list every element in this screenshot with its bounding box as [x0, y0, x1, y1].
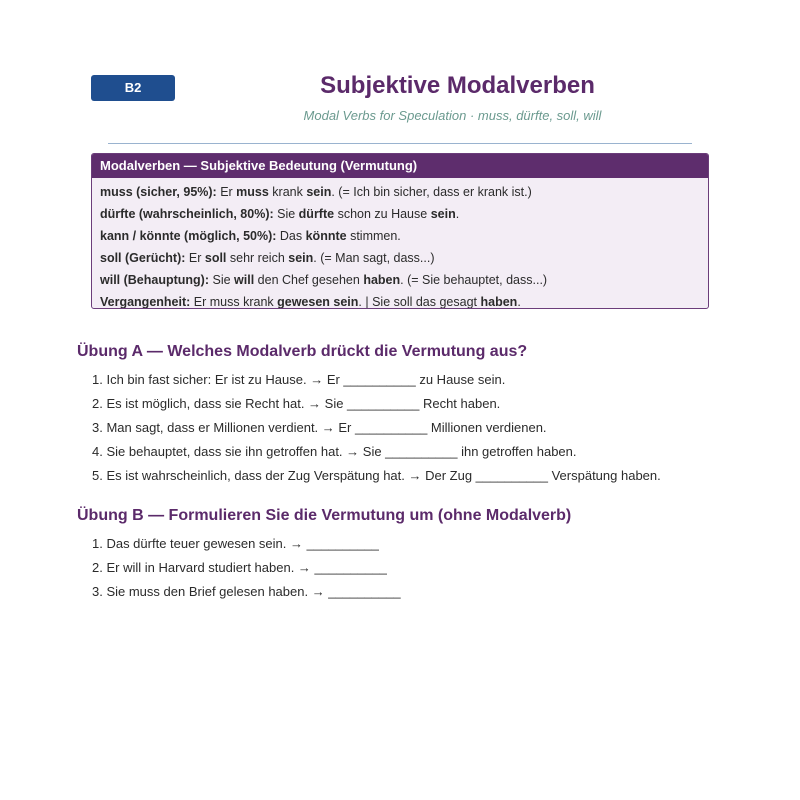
- rule-bold-text: gewesen sein: [277, 295, 359, 309]
- rules-box-body: [92, 178, 708, 309]
- rule-text: Er: [185, 251, 205, 265]
- rule-text: Er muss krank: [190, 295, 278, 309]
- rule-text: Sie: [273, 207, 299, 221]
- level-badge: B2: [91, 75, 175, 101]
- rule-text: Sie: [209, 273, 235, 287]
- rule-text: krank: [268, 185, 307, 199]
- rule-row: [100, 181, 700, 203]
- rule-bold-text: könnte: [305, 229, 347, 243]
- rule-text: schon zu Hause: [334, 207, 431, 221]
- rule-row: [100, 269, 700, 291]
- rules-box: [91, 153, 709, 309]
- page-title: Subjektive Modalverben: [320, 72, 595, 99]
- rule-bold-text: sein: [288, 251, 314, 265]
- exercise-a-title: Übung A — Welches Modalverb drückt die Vermutung aus?: [77, 343, 528, 360]
- rule-text: stimmen.: [346, 229, 401, 243]
- rule-text: Das: [276, 229, 306, 243]
- rule-text: sehr reich: [226, 251, 289, 265]
- rule-row: [100, 203, 700, 225]
- rule-row: [100, 291, 700, 309]
- rule-text: .: [517, 295, 521, 309]
- rule-bold-text: Vergangenheit:: [100, 295, 191, 309]
- rule-bold-text: soll: [204, 251, 227, 265]
- exercise-item: 5. Es ist wahrscheinlich, dass der Zug Verspätung hat. → Der Zug __________ Verspätung haben.: [92, 468, 661, 483]
- rules-box-title: Modalverben — Subjektive Bedeutung (Vermutung): [92, 154, 708, 178]
- exercise-item: 4. Sie behauptet, dass sie ihn getroffen hat. → Sie __________ ihn getroffen haben.: [92, 444, 577, 459]
- rule-bold-text: will: [234, 273, 255, 287]
- exercise-a-list: [92, 368, 661, 488]
- rule-bold-text: soll (Gerücht):: [100, 251, 186, 265]
- exercise-item: 2. Er will in Harvard studiert haben. → __________: [92, 560, 387, 575]
- rule-bold-text: dürfte (wahrscheinlich, 80%):: [100, 207, 274, 221]
- rule-text: . (= Sie behauptet, dass...): [400, 273, 548, 287]
- exercise-item: 1. Ich bin fast sicher: Er ist zu Hause. → Er __________ zu Hause sein.: [92, 372, 506, 387]
- rule-bold-text: dürfte: [298, 207, 335, 221]
- rule-bold-text: haben: [480, 295, 518, 309]
- header-divider: [108, 143, 692, 144]
- rule-text: Er: [216, 185, 237, 199]
- exercise-item: 1. Das dürfte teuer gewesen sein. → __________: [92, 536, 379, 551]
- exercise-item: 3. Man sagt, dass er Millionen verdient. → Er __________ Millionen verdienen.: [92, 420, 547, 435]
- rule-bold-text: muss: [236, 185, 269, 199]
- rule-text: . (= Man sagt, dass...): [313, 251, 435, 265]
- rule-text: den Chef gesehen: [254, 273, 364, 287]
- rule-row: [100, 247, 700, 269]
- rule-bold-text: muss (sicher, 95%):: [100, 185, 217, 199]
- rule-bold-text: will (Behauptung):: [100, 273, 210, 287]
- rule-bold-text: sein: [306, 185, 332, 199]
- exercise-b-list: [92, 532, 401, 604]
- exercise-b-title: Übung B — Formulieren Sie die Vermutung um (ohne Modalverb): [77, 507, 572, 524]
- rule-text: .: [455, 207, 460, 221]
- rule-bold-text: haben: [363, 273, 401, 287]
- rule-text: . | Sie soll das gesagt: [358, 295, 481, 309]
- rule-row: [100, 225, 700, 247]
- exercise-item: 2. Es ist möglich, dass sie Recht hat. → Sie __________ Recht haben.: [92, 396, 501, 411]
- exercise-item: 3. Sie muss den Brief gelesen haben. → __________: [92, 584, 401, 599]
- page-subtitle: Modal Verbs for Speculation · muss, dürfte, soll, will: [303, 108, 602, 123]
- rule-bold-text: kann / könnte (möglich, 50%):: [100, 229, 277, 243]
- rule-bold-text: sein: [430, 207, 456, 221]
- rule-text: . (= Ich bin sicher, dass er krank ist.): [331, 185, 532, 199]
